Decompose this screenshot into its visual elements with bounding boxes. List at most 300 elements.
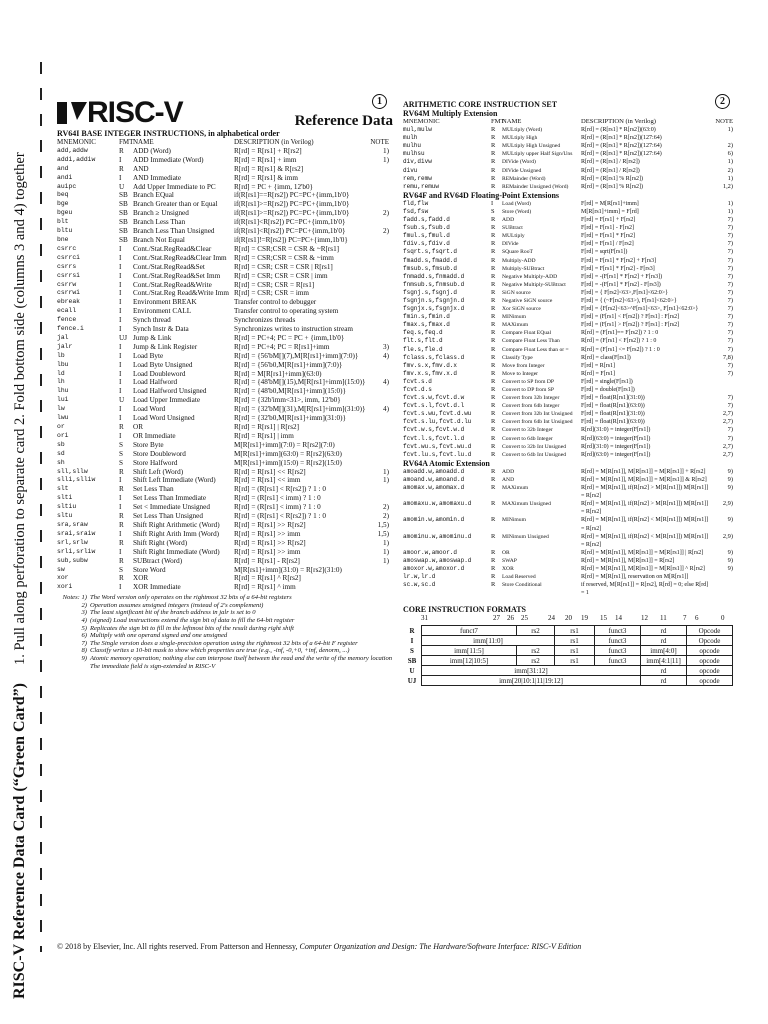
format: I	[119, 173, 122, 182]
instruction-row	[57, 281, 393, 290]
format-label: SB	[407, 656, 417, 665]
mnemonic: amoand.w,amoand.d	[403, 475, 465, 483]
instruction-row	[403, 410, 733, 418]
format: R	[491, 321, 496, 329]
instruction-row	[403, 443, 733, 451]
mnemonic: flt.s,flt.d	[403, 337, 443, 345]
description: R[rd] = {56'b0,M[R[rs1]+imm](7:0)}	[234, 360, 343, 369]
description: R[rd] = CSR; CSR = CSR | imm	[234, 271, 328, 280]
instruction-name: Negative Multiply-ADD	[502, 273, 558, 280]
description: R[rd] = R[rs1] | R[rs2]	[234, 423, 299, 431]
note-item	[57, 617, 393, 625]
note: 1)	[383, 538, 389, 547]
mnemonic: lb	[57, 351, 65, 359]
note	[709, 581, 733, 597]
instruction-row	[57, 200, 393, 209]
description: if(R[rs1]!=R[rs2]) PC=PC+{imm,1b'0}	[234, 235, 348, 244]
description: F[rd] = -(F[rs1] * F[rs2] - F[rs3])	[581, 281, 661, 288]
format: R	[491, 329, 496, 337]
note	[709, 386, 733, 394]
instruction-row	[403, 565, 733, 573]
description: R[rd] = M[R[rs1]], reservation on M[R[rs1]]	[581, 574, 689, 581]
format-field: rs1	[555, 636, 595, 646]
description: R[rd] = M[R[rs1]], if(R[rs2] > M[R[rs1]]) M[R[rs1]] = R[rs2]	[581, 485, 709, 500]
description: R[rd](31:0) = integer(F[rs1])	[581, 443, 651, 450]
note: 7)	[727, 296, 733, 304]
description: F[rd] = float(R[rs1](31:0))	[581, 411, 645, 418]
instruction-row	[403, 313, 733, 321]
description: R[rd] = class(F[rs1])	[581, 354, 631, 361]
format: I	[119, 342, 122, 351]
instruction-name: Multiply-ADD	[502, 257, 536, 264]
instruction-name: MAXimum	[502, 485, 529, 492]
description: R[rd] = M[R[rs1]], M[R[rs1]] = M[R[rs1]] ^ R[rs2]	[581, 565, 705, 572]
instruction-name: Convert to SP from DP	[502, 378, 555, 385]
instruction-name: AND	[502, 476, 515, 483]
mnemonic: rem,remw	[403, 174, 432, 182]
note: 7)	[727, 305, 733, 313]
instruction-name: XOR	[133, 574, 149, 583]
description: R[rd] = (R[rs1] < R[rs2]) ? 1 : 0	[234, 485, 326, 494]
instruction-row	[57, 236, 393, 245]
instruction-name: SUBtract	[502, 225, 523, 232]
format: R	[491, 248, 496, 256]
instruction-name: Cont./Stat.RegRead&Clear	[133, 244, 212, 253]
instruction-name: MULtiply (Word)	[502, 127, 543, 134]
instruction-name: Compare Float Less Than	[502, 338, 560, 345]
description: if(R[rs1]>=R[rs2]) PC=PC+{imm,1b'0}	[234, 209, 350, 218]
format: R	[491, 450, 496, 458]
instruction-name: DIVide Unsigned	[502, 167, 542, 174]
format: S	[119, 440, 123, 449]
instruction-name: Environment BREAK	[133, 298, 197, 307]
instruction-row	[403, 533, 733, 549]
description: M[R[rs1]+imm](7:0) = R[rs2](7:0)	[234, 440, 335, 449]
instruction-row	[57, 530, 393, 539]
instruction-row	[57, 165, 393, 174]
instruction-row	[403, 337, 733, 345]
mnemonic: fsd,fsw	[403, 207, 429, 215]
note	[367, 183, 389, 192]
instruction-row	[57, 227, 393, 236]
description: R[rd] = (R[rs1] < R[rs2]) ? 1 : 0	[234, 512, 326, 521]
description: R[rd] = M[R[rs1]], if(R[rs2] > M[R[rs1]]) M[R[rs1]] = R[rs2]	[581, 501, 709, 516]
note: 2,9)	[722, 532, 733, 540]
format: R	[491, 386, 496, 393]
page-number-1: 1	[372, 94, 387, 109]
note-number: 7)	[81, 639, 87, 647]
instruction-row	[57, 574, 393, 583]
instruction-row	[57, 370, 393, 379]
mnemonic: ebreak	[57, 298, 81, 306]
note-number: 2)	[81, 601, 87, 609]
instruction-name: Synch Instr & Data	[133, 325, 189, 334]
description: F[rd] = (F[rs1] > F[rs2]) ? F[rs1] : F[rs2]	[581, 322, 680, 329]
note: 1)	[383, 467, 389, 476]
format-row	[403, 676, 733, 686]
instruction-row	[57, 183, 393, 192]
format: R	[491, 126, 496, 134]
instruction-name: Cont./Stat.RegRead&Set	[133, 262, 205, 271]
description: R[rd] = {32b'imm<31>, imm, 12'b0}	[234, 396, 341, 405]
format: R	[491, 500, 496, 508]
instruction-row	[57, 316, 393, 325]
format: S	[119, 449, 123, 458]
format: I	[119, 351, 122, 360]
left-column	[57, 96, 393, 670]
format: UJ	[119, 333, 127, 342]
right-column	[403, 96, 733, 686]
note	[367, 441, 389, 450]
format-field: imm[4:1|11]	[641, 656, 687, 666]
instruction-name: Load Byte	[133, 351, 164, 360]
format: R	[491, 182, 496, 190]
instruction-row	[403, 305, 733, 313]
mnemonic: xori	[57, 583, 73, 591]
note	[367, 316, 389, 325]
note	[367, 307, 389, 316]
mnemonic: fcvt.l.s,fcvt.l.d	[403, 434, 465, 442]
mnemonic: mulhsu	[403, 150, 425, 158]
bit-index: 31	[421, 614, 428, 623]
instruction-name: OR	[502, 549, 510, 556]
description: Transfer control to debugger	[234, 298, 317, 307]
instruction-row	[403, 265, 733, 273]
format: I	[119, 387, 122, 396]
note: 1)	[727, 174, 733, 182]
copyright-footer	[57, 942, 747, 951]
mnemonic: srl,srlw	[57, 538, 88, 546]
format: I	[119, 271, 122, 280]
note-text: The immediate field is sign-extended in RISC-V	[90, 662, 216, 670]
description: Synchronizes threads	[234, 316, 296, 325]
instruction-row	[57, 254, 393, 263]
instruction-row	[57, 147, 393, 156]
format-field: rs1	[555, 656, 595, 666]
instruction-name: Cont./Stat.RegRead&Clear Imm	[133, 253, 227, 262]
mnemonic: sra,sraw	[57, 520, 88, 528]
format-field: opcode	[687, 656, 733, 666]
instruction-row	[403, 232, 733, 240]
description: R[rd] = (F[rs1] < F[rs2]) ? 1 : 0	[581, 338, 657, 345]
mnemonic: mulh	[403, 134, 418, 142]
description: F[rd] = F[rs1] / F[rs2]	[581, 241, 634, 248]
description: R[rd] = PC + {imm, 12'b0}	[234, 182, 313, 191]
instruction-name: Load Doubleword	[133, 369, 186, 378]
description: R[rd] = (R[rs1] * R[rs2])(127:64)	[581, 151, 662, 158]
description: R[rd] = R[rs1] + imm	[234, 155, 297, 164]
mnemonic: fsub.s,fsub.d	[403, 224, 450, 232]
note: 7)	[727, 345, 733, 353]
mnemonic: amoswap.w,amoswap.d	[403, 556, 472, 564]
description: R[rd] = (R[rs1] < imm) ? 1 : 0	[234, 494, 321, 503]
format: I	[119, 316, 122, 325]
instruction-name: SUBtract (Word)	[133, 556, 183, 565]
instruction-row	[57, 218, 393, 227]
note-text: Classify writes a 10-bit mask to show which properties are true (e.g., -inf, -0,+0, +inf, denorm, ...)	[90, 647, 350, 655]
side-caption	[11, 119, 29, 999]
mnemonic: bge	[57, 200, 69, 208]
description: F[rd] = float(R[rs1](63:0))	[581, 419, 645, 426]
note: 7)	[727, 426, 733, 434]
instruction-name: ADD	[502, 217, 515, 224]
note-text: Replicates the sign bit to fill in the leftmost bits of the result during right shift	[90, 624, 294, 632]
format: R	[491, 369, 496, 377]
instruction-name: Store Doubleword	[133, 449, 186, 458]
description: R[rd] = PC+4; PC = R[rs1]+imm	[234, 342, 330, 351]
note-item	[57, 625, 393, 633]
note: 7)	[727, 224, 733, 232]
instruction-row	[57, 441, 393, 450]
instruction-name: Negative SiGN source	[502, 297, 553, 304]
rv64m-list	[403, 126, 733, 191]
instruction-name: Shift Left (Word)	[133, 467, 184, 476]
format: I	[119, 583, 122, 592]
instruction-row	[57, 156, 393, 165]
instruction-name: Cont./Stat.Reg Read&Write Imm	[133, 289, 229, 298]
mnemonic: sw	[57, 565, 65, 573]
instruction-name: Store (Word)	[502, 208, 532, 215]
fold-instructions: 1. Pull along perforation to separate card 2. Fold bottom side (columns 3 and 4) together	[12, 152, 28, 665]
format-field: rd	[641, 636, 687, 646]
format: I	[119, 298, 122, 307]
instruction-row	[57, 298, 393, 307]
instruction-row	[403, 175, 733, 183]
instruction-name: Branch Less Than	[133, 218, 186, 227]
note-text: (signed) Load instructions extend the sign bit of data to fill the 64-bit register	[90, 617, 295, 624]
bit-index: 20	[565, 614, 572, 623]
mnemonic: fmin.s,fmin.d	[403, 313, 450, 321]
note: 7)	[727, 337, 733, 345]
note: 4)	[383, 405, 389, 414]
description: R[rd] = (F[rs1]== F[rs2]) ? 1 : 0	[581, 330, 659, 337]
instruction-row	[403, 208, 733, 216]
note-number	[57, 663, 90, 671]
mnemonic: fmul.s,fmul.d	[403, 232, 450, 240]
note: 7)	[727, 264, 733, 272]
format-field: rd	[641, 626, 687, 636]
format-field: funct3	[595, 626, 641, 636]
format: R	[119, 146, 124, 155]
note	[367, 432, 389, 441]
description: R[rd] = (R[rs1] < imm) ? 1 : 0	[234, 503, 321, 512]
note	[367, 289, 389, 298]
format: R	[119, 574, 124, 583]
description: R[rd] = M[R[rs1]+imm](63:0)	[234, 369, 322, 378]
format: R	[491, 224, 496, 232]
description: R[rd] = CSR;CSR = CSR & ~R[rs1]	[234, 244, 340, 253]
format: I	[119, 360, 122, 369]
note: 1)	[727, 207, 733, 215]
note-item	[57, 647, 393, 655]
format: R	[491, 288, 496, 296]
format: R	[491, 280, 496, 288]
description: R[rd] = (R[rs1] * R[rs2])(127:64)	[581, 135, 662, 142]
format: I	[119, 253, 122, 262]
note: 7)	[727, 361, 733, 369]
mnemonic: sltiu	[57, 503, 77, 511]
mnemonic: fcvt.s.lu,fcvt.d.lu	[403, 418, 472, 426]
format-row	[403, 656, 733, 666]
mnemonic: mulhu	[403, 142, 422, 150]
format: I	[119, 414, 122, 423]
format: R	[491, 240, 496, 248]
note: 4)	[383, 378, 389, 387]
format: R	[119, 485, 124, 494]
description: R[rd] = M[R[rs1]], M[R[rs1]] = M[R[rs1]] + R[rs2]	[581, 468, 706, 475]
note: 9)	[727, 556, 733, 564]
instruction-name: Load Word	[133, 405, 166, 414]
mnemonic: lh	[57, 378, 65, 386]
format: R	[491, 434, 496, 442]
mnemonic: slli,slliw	[57, 476, 96, 484]
format-field: rs2	[517, 626, 555, 636]
mnemonic: fsqrt.s,fsqrt.d	[403, 248, 458, 256]
note-item	[57, 594, 393, 602]
format: R	[491, 142, 496, 150]
instruction-name: MAXimum	[502, 322, 529, 329]
description: R[rd] = (R[rs1] / R[rs2])	[581, 167, 640, 174]
format: I	[119, 262, 122, 271]
description: R[rd] = (R[rs1] % R[rs2])	[581, 183, 644, 190]
description: R[rd] = (R[rs1] % R[rs2])	[581, 175, 644, 182]
instruction-name: Xor SiGN source	[502, 306, 541, 313]
mnemonic: divu	[403, 166, 418, 174]
format: R	[491, 158, 496, 166]
instruction-row	[57, 343, 393, 352]
description: F[rd] = sqrt(F[rs1])	[581, 249, 628, 256]
mnemonic: jal	[57, 333, 69, 341]
instruction-row	[57, 378, 393, 387]
description: R[rd] = {32'bM[](31),M[R[rs1]+imm](31:0)}	[234, 405, 366, 414]
note: 7)	[727, 394, 733, 402]
description: R[rd] = R[rs1] - R[rs2]	[234, 556, 300, 565]
format: I	[119, 547, 122, 556]
mnemonic: xor	[57, 574, 69, 582]
format-field: opcode	[687, 676, 733, 686]
col-description: DESCRIPTION (in Verilog)	[581, 118, 656, 125]
card-header	[57, 96, 393, 130]
instruction-row	[403, 158, 733, 166]
format-field: rs2	[517, 656, 555, 666]
format: I	[119, 369, 122, 378]
description: R[rd] = R[rs1] ^ imm	[234, 583, 296, 592]
instruction-row	[57, 539, 393, 548]
format: R	[119, 512, 124, 521]
base-table-header	[57, 138, 393, 147]
instruction-name: Load Halfword	[133, 378, 178, 387]
instruction-row	[403, 418, 733, 426]
mnemonic: bne	[57, 235, 69, 243]
format-field: funct3	[595, 636, 641, 646]
note: 1)	[383, 155, 389, 164]
instruction-row	[403, 468, 733, 476]
instruction-name: OR Immediate	[133, 431, 176, 440]
note-text: Multiply with one operand signed and one unsigned	[90, 632, 228, 640]
format: R	[491, 426, 496, 434]
instruction-row	[403, 394, 733, 402]
col-mnemonic: MNEMONIC	[403, 118, 440, 125]
description: F[rd] = -(F[rs1] * F[rs2] + F[rs3])	[581, 273, 663, 280]
format-row	[403, 666, 733, 676]
note: 9)	[727, 475, 733, 483]
note	[367, 218, 389, 227]
mnemonic: srli,srliw	[57, 547, 96, 555]
note	[367, 298, 389, 307]
format: R	[491, 216, 496, 224]
note	[367, 191, 389, 200]
mnemonic: fld,flw	[403, 199, 429, 207]
format: U	[119, 182, 125, 191]
format: R	[491, 296, 496, 304]
note	[367, 583, 389, 592]
description: R[rd](63:0) = integer(F[rs1])	[581, 451, 651, 458]
format: R	[119, 423, 124, 431]
description: if(R[rs1]<R[rs2]) PC=PC+{imm,1b'0}	[234, 227, 346, 236]
instruction-row	[57, 503, 393, 512]
instruction-name: Negative Multiply-SUBtract	[502, 281, 566, 288]
note: 7)	[727, 240, 733, 248]
note-number: 3)	[81, 609, 87, 617]
format-field: rs2	[517, 646, 555, 656]
bit-index: 14	[615, 614, 622, 623]
instruction-row	[57, 405, 393, 414]
page-title: Reference Data	[294, 113, 393, 130]
note: 2,7)	[722, 450, 733, 458]
format-field: imm[4:0]	[641, 646, 687, 656]
instruction-row	[57, 432, 393, 441]
instruction-name: ADD Immediate (Word)	[133, 155, 204, 164]
instruction-name: Multiply-SUBtract	[502, 265, 545, 272]
bit-index: 25	[521, 614, 528, 623]
note: 6)	[727, 150, 733, 158]
instruction-row	[57, 468, 393, 477]
instruction-row	[403, 224, 733, 232]
note: 1)	[383, 146, 389, 155]
note: 2)	[727, 166, 733, 174]
format: R	[119, 556, 124, 565]
format-field: Opcode	[687, 636, 733, 646]
description: Synchronizes writes to instruction stream	[234, 325, 353, 334]
format: S	[119, 565, 123, 574]
formats-table	[403, 625, 733, 686]
format-field: funct3	[595, 656, 641, 666]
mnemonic: lbu	[57, 360, 69, 368]
instruction-name: REMainder (Word)	[502, 175, 546, 182]
instruction-name: Load (Word)	[502, 200, 531, 207]
description: Transfer control to operating system	[234, 307, 339, 316]
instruction-name: Branch Less Than Unsigned	[133, 227, 215, 236]
note: 7)	[727, 216, 733, 224]
format-field: funct7	[422, 626, 517, 636]
instruction-row	[57, 174, 393, 183]
description: R[rd] = PC+4; PC = PC + {imm,1b'0}	[234, 333, 345, 342]
instruction-name: Add Upper Immediate to PC	[133, 182, 216, 191]
format-row	[403, 636, 733, 646]
format: I	[119, 431, 122, 440]
note	[367, 334, 389, 343]
instruction-row	[403, 516, 733, 532]
format: SB	[119, 191, 128, 200]
format: R	[491, 264, 496, 272]
bit-index: 27	[493, 614, 500, 623]
side-strip	[0, 60, 28, 999]
note: 2)	[383, 503, 389, 512]
note-number: 5)	[81, 624, 87, 632]
format-label: R	[409, 626, 415, 635]
note	[709, 134, 733, 142]
instruction-name: SQuare RooT	[502, 249, 533, 256]
